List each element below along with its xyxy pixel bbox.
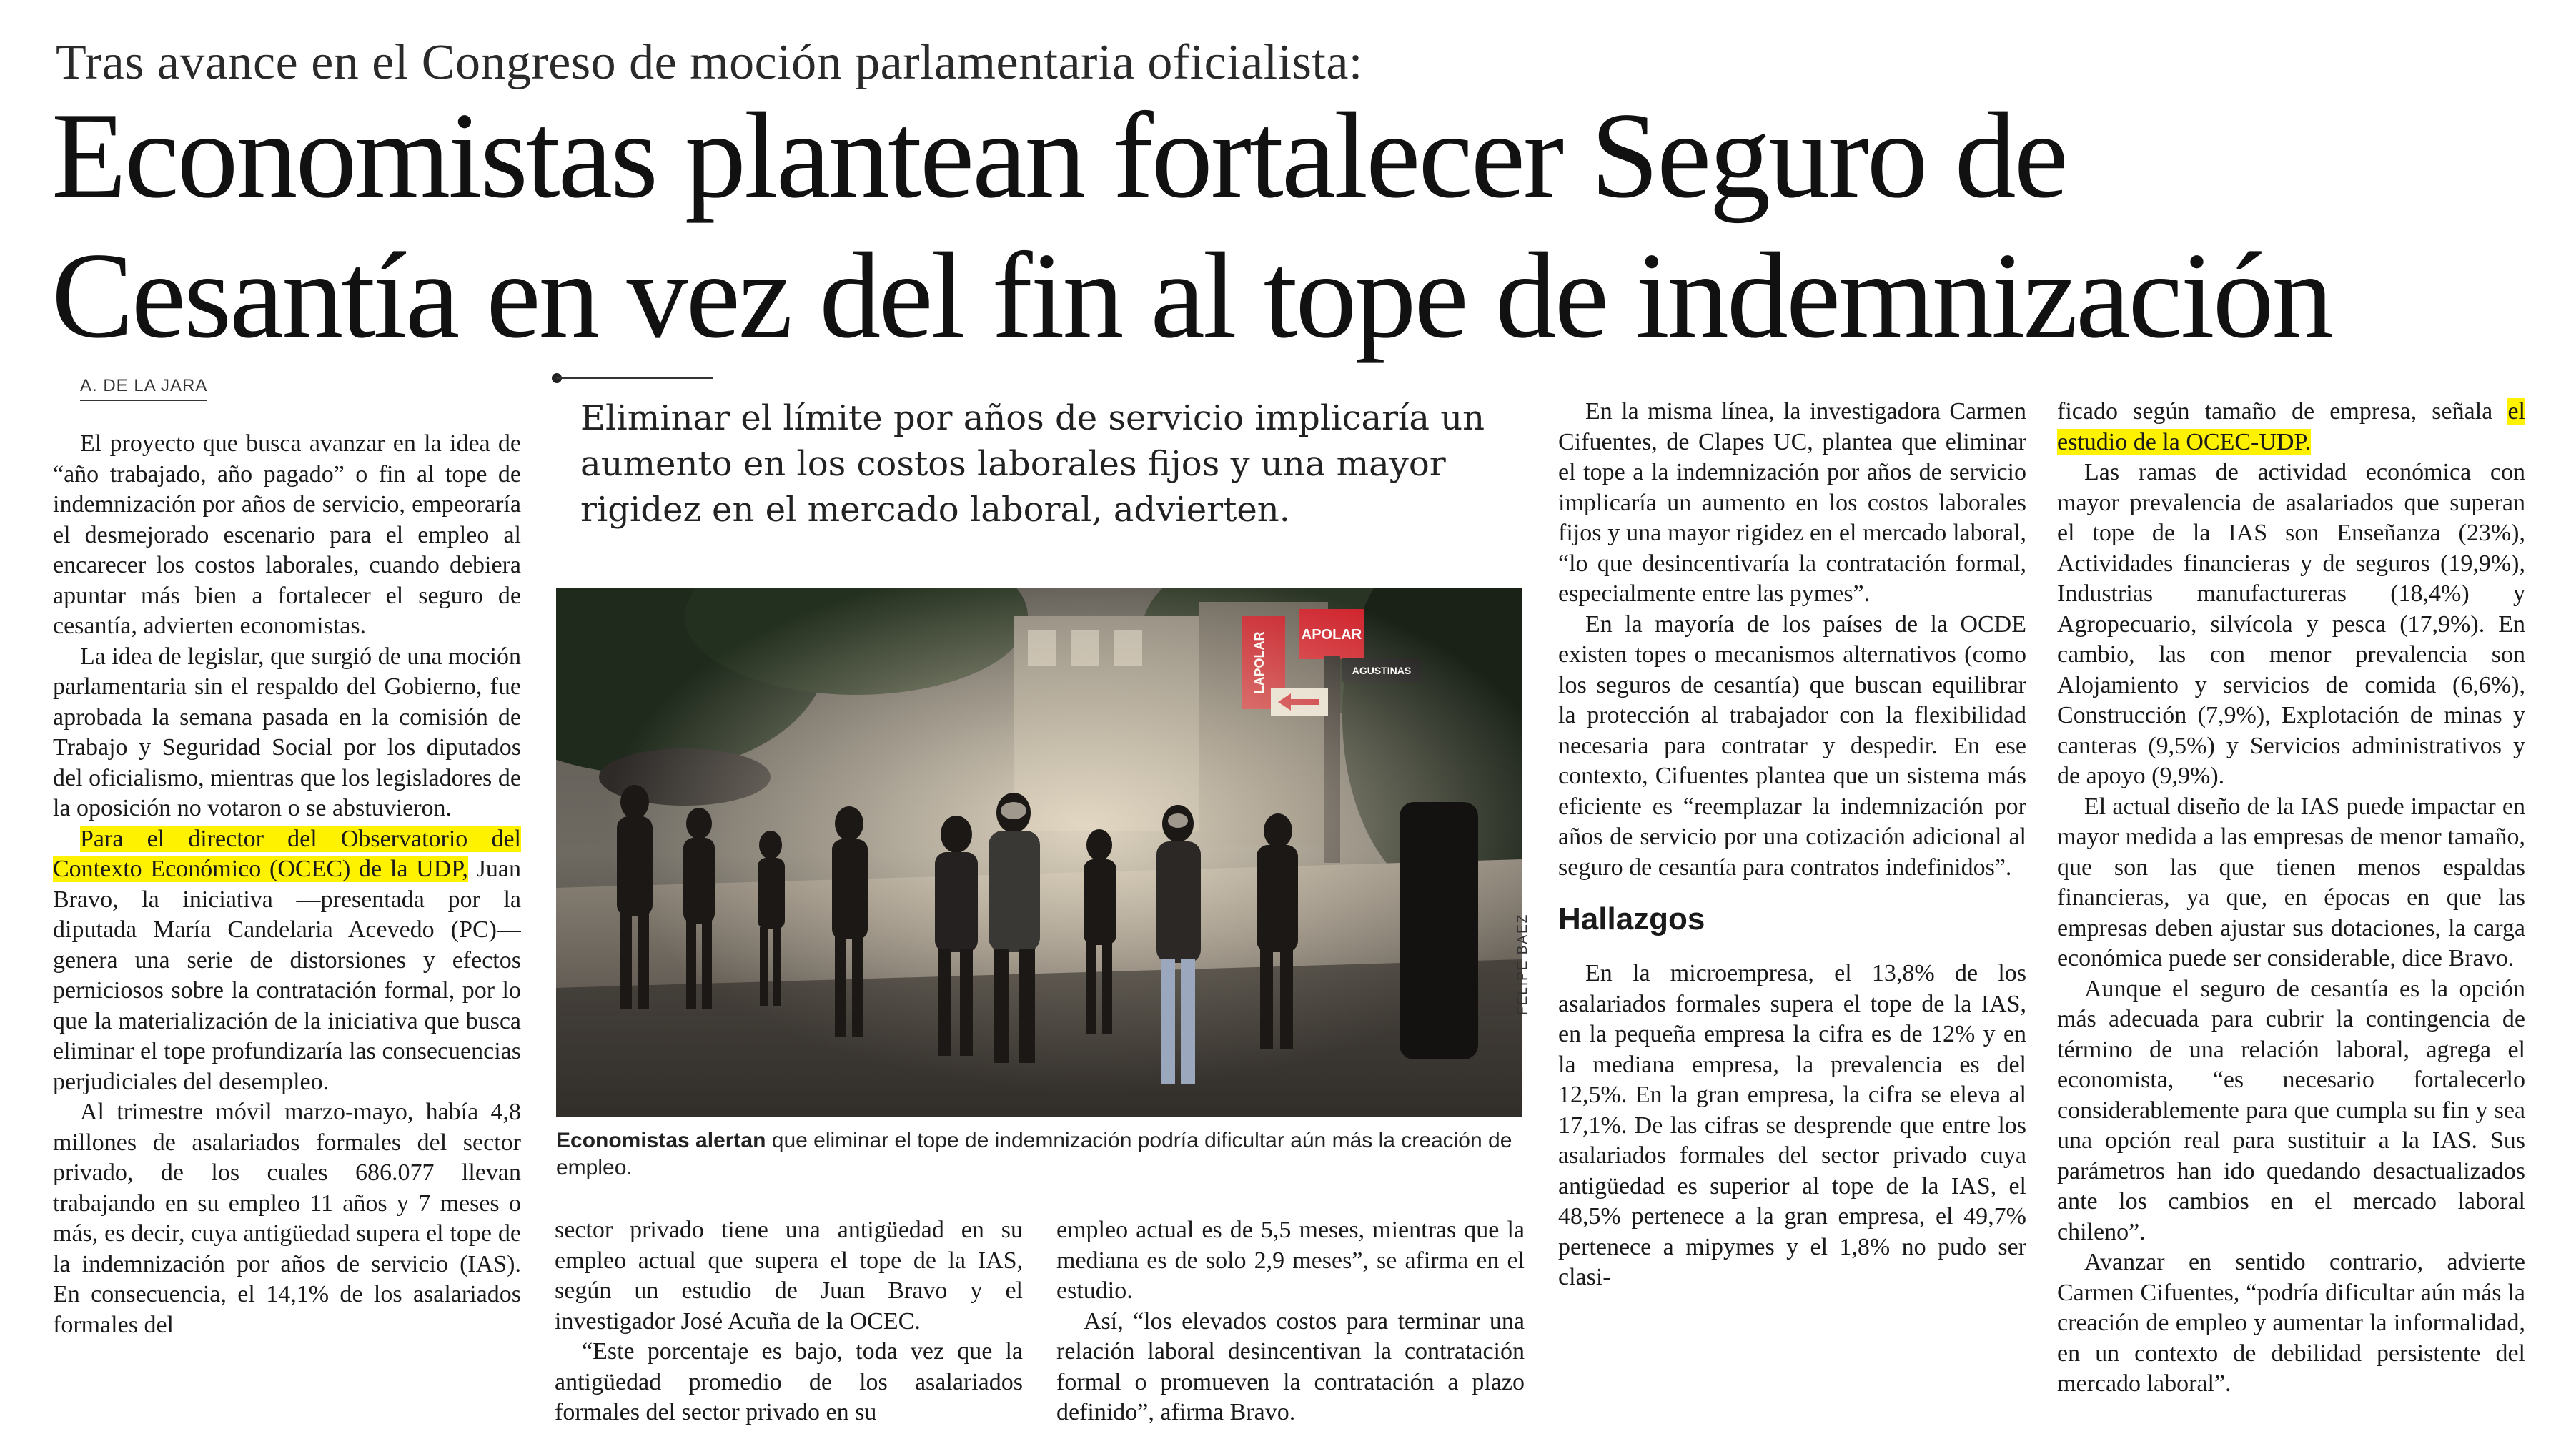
paragraph: En la misma línea, la investigadora Carmen Cifuentes, de Clapes UC, plantea que eliminar el tope a la indemnización por años de servicio implicaría un aumento en los costos laborales fijos y una mayor rigidez en el mercado laboral, “lo que desincentivaría la contratación formal, especialmente entre las pymes”. bbox=[1558, 398, 2026, 607]
paragraph: Las ramas de actividad económica con mayor prevalencia de asalariados que superan el tope de la IAS son Enseñanza (23%), Actividades financieras y de seguros (19,9%), Industrias manufactureras (18,4%) y Agropecuario, silvícola y pesca (17,9%). En cambio, las con menor prevalencia son Alojamiento y servicios de comida (6,6%), Construcción (7,9%), Explotación de minas y canteras (9,5%) y Servicios administrativos y de apoyo (9,9%). bbox=[2057, 459, 2525, 789]
paragraph: El proyecto que busca avanzar en la idea de “año trabajado, año pagado” o fin al tope de indemnización por años de servicio, empeoraría el desmejorado escenario para el empleo al encarecer los costos laborales, cuando debiera apuntar más bien a fortalecer el seguro de cesantía, advierten economistas. bbox=[53, 430, 521, 639]
paragraph: Avanzar en sentido contrario, advierte Carmen Cifuentes, “podría dificultar aún más la creación de empleo y aumentar la informalidad, en un contexto de debilidad persistente del mercado laboral”. bbox=[2057, 1249, 2525, 1397]
headline bbox=[51, 86, 2539, 366]
paragraph bbox=[53, 824, 521, 1098]
article-column-5 bbox=[2057, 397, 2525, 1437]
paragraph: sector privado tiene una antigüedad en su empleo actual que supera el tope de la IAS, según un estudio de Juan Bravo y el investigador José Acuña de la OCEC. bbox=[555, 1217, 1023, 1335]
paragraph bbox=[2057, 397, 2525, 458]
article-column-2 bbox=[555, 1215, 1023, 1437]
paragraph: empleo actual es de 5,5 meses, mientras que la mediana es de solo 2,9 meses”, se afirma en el estudio. bbox=[1056, 1217, 1525, 1304]
byline: A. DE LA JARA bbox=[80, 376, 207, 401]
headline-line-1: Economistas plantean fortalecer Seguro de bbox=[51, 88, 2066, 224]
headline-line-2: Cesantía en vez del fin al tope de indemnización bbox=[51, 228, 2332, 364]
highlighted-text: Para el director del Observatorio del Contexto Económico (OCEC) de la UDP, bbox=[53, 825, 521, 882]
photo-credit: FELIPE BAEZ bbox=[1515, 913, 1530, 1015]
subheading: Hallazgos bbox=[1558, 901, 1705, 936]
street-scene-image bbox=[556, 588, 1522, 1117]
paragraph: Aunque el seguro de cesantía es la opción más adecuada para cubrir la contingencia de término de una relación laboral, agrega el economista, “es necesario fortalecerlo considerablemente para que cumpla su fin y sea una opción real para sustituir a la IAS. Sus parámetros han ido quedando desactualizados ante los cambios en el mercado laboral chileno”. bbox=[2057, 975, 2525, 1245]
paragraph: Al trimestre móvil marzo-mayo, había 4,8 millones de asalariados formales del sector privado, de los cuales 686.077 llevan trabajando en su empleo 11 años y 7 meses o más, es decir, cuya antigüedad supera el tope de la indemnización por años de servicio (IAS). En consecuencia, el 14,1% de los asalariados formales del bbox=[53, 1099, 521, 1338]
news-photo bbox=[556, 588, 1522, 1117]
photo-caption bbox=[556, 1127, 1522, 1182]
article-column-3 bbox=[1056, 1215, 1525, 1437]
paragraph: “Este porcentaje es bajo, toda vez que la antigüedad promedio de los asalariados formales del sector privado en su bbox=[555, 1338, 1023, 1425]
deck-rule bbox=[556, 377, 713, 379]
article-column-1 bbox=[53, 429, 521, 1437]
paragraph: El actual diseño de la IAS puede impactar en mayor medida a las empresas de menor tamaño, que son las que tienen menos espaldas financieras, ya que, en épocas en que las empresas deben ajustar sus dotaciones, la carga económica puede ser considerable, dice Bravo. bbox=[2057, 793, 2525, 971]
caption-lead: Economistas alertan bbox=[556, 1129, 766, 1152]
highlighted-text: el estudio de la OCEC-UDP. bbox=[2057, 398, 2525, 455]
paragraph: Así, “los elevados costos para terminar una relación laboral desincentivan la contratación formal o promueven la contratación a plazo definido”, afirma Bravo. bbox=[1056, 1307, 1525, 1425]
deck: Eliminar el límite por años de servicio implicaría un aumento en los costos laborales fijos y una mayor rigidez en el mercado laboral, advierten. bbox=[580, 398, 1485, 530]
caption-text: que eliminar el tope de indemnización podría dificultar aún más la creación de empleo. bbox=[556, 1129, 1512, 1179]
paragraph-text: Juan Bravo, la iniciativa —presentada por la diputada María Candelaria Acevedo (PC)— genera una serie de distorsiones y efectos perniciosos sobre la contratación formal, por lo que la materialización de la iniciativa que busca eliminar el tope profundizaría las consecuencias perjudiciales del desempleo. bbox=[53, 856, 521, 1095]
paragraph: En la mayoría de los países de la OCDE existen topes o mecanismos alternativos (como los seguros de cesantía) que buscan equilibrar la protección al trabajador con la flexibilidad necesaria para contratar y despedir. En ese contexto, Cifuentes plantea que un sistema más eficiente es “reemplazar la indemnización por años de servicio por una cotización adicional al seguro de cesantía para contratos indefinidos”. bbox=[1558, 610, 2026, 881]
kicker: Tras avance en el Congreso de moción parlamentaria oficialista: bbox=[56, 35, 1363, 90]
article-column-4 bbox=[1558, 397, 2026, 1437]
paragraph: En la microempresa, el 13,8% de los asalariados formales supera el tope de la IAS, en la pequeña empresa la cifra es de 12% y en la mediana empresa, la prevalencia es del 12,5%. En la gran empresa, la cifra se eleva al 17,1%. De las cifras se desprende que entre los asalariados formales del sector privado cuya antigüedad es superior al tope de la IAS, el 48,5% pertenece a la gran empresa, el 49,7% pertenece a mipymes y el 1,8% no pudo ser clasi- bbox=[1558, 960, 2026, 1290]
paragraph-text: ficado según tamaño de empresa, señala bbox=[2057, 398, 2508, 425]
paragraph: La idea de legislar, que surgió de una moción parlamentaria sin el respaldo del Gobierno, fue aprobada la semana pasada en la comisión de Trabajo y Seguridad Social por los diputados del oficialismo, mientras que los legisladores de la oposición no votaron o se abstuvieron. bbox=[53, 643, 521, 821]
